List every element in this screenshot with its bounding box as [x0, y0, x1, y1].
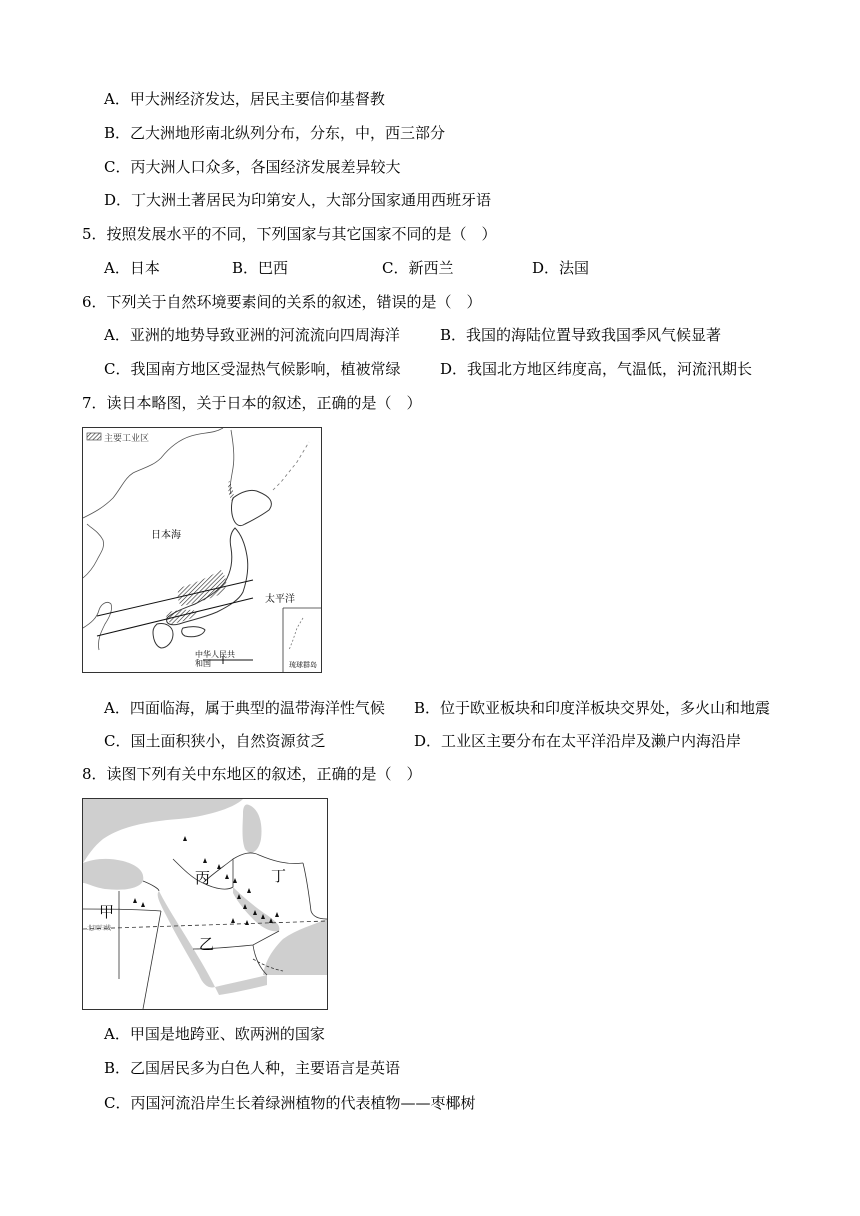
- legend-label: 主要工业区: [104, 434, 150, 444]
- middle-east-map: [82, 798, 328, 1010]
- q5-option-b: B．巴西: [232, 259, 289, 277]
- q7-option-a: A．四面临海，属于典型的温带海洋性气候: [104, 699, 385, 717]
- q7-option-c: C．国土面积狭小，自然资源贫乏: [104, 732, 326, 750]
- map-label-china: 中华人民共和国: [195, 650, 235, 668]
- q4-option-a: A．甲大洲经济发达，居民主要信仰基督教: [104, 90, 385, 108]
- q8-option-a: A．甲国是地跨亚、欧两洲的国家: [104, 1025, 325, 1043]
- japan-map: [82, 427, 322, 673]
- map-label-yi: 乙: [199, 935, 215, 953]
- map-label-jia: 甲: [99, 903, 115, 921]
- q5-option-d: D．法国: [532, 259, 590, 277]
- q7-option-d: D．工业区主要分布在太平洋沿岸及濑户内海沿岸: [414, 732, 742, 750]
- map-label-inset: 琉球群岛: [289, 661, 317, 669]
- q8-option-b: B．乙国居民多为白色人种，主要语言是英语: [104, 1059, 401, 1077]
- map-label-tropic: 北回归线: [87, 925, 112, 932]
- q8-stem: 8．读图下列有关中东地区的叙述，正确的是（ ）: [82, 765, 422, 783]
- q7-stem: 7．读日本略图，关于日本的叙述，正确的是（ ）: [82, 394, 422, 412]
- q4-option-c: C．丙大洲人口众多，各国经济发展差异较大: [104, 158, 401, 176]
- q6-option-b: B．我国的海陆位置导致我国季风气候显著: [440, 326, 722, 344]
- q5-option-c: C．新西兰: [382, 259, 454, 277]
- map-label-pacific: 太平洋: [265, 594, 295, 605]
- q6-option-d: D．我国北方地区纬度高，气温低，河流汛期长: [440, 360, 753, 378]
- q5-option-a: A．日本: [104, 259, 160, 277]
- q5-stem: 5．按照发展水平的不同，下列国家与其它国家不同的是（ ）: [82, 225, 497, 243]
- q4-option-b: B．乙大洲地形南北纵列分布，分东，中，西三部分: [104, 124, 446, 142]
- q6-option-c: C．我国南方地区受湿热气候影响，植被常绿: [104, 360, 401, 378]
- q8-option-c: C．丙国河流沿岸生长着绿洲植物的代表植物——枣椰树: [104, 1094, 476, 1112]
- q6-stem: 6．下列关于自然环境要素间的关系的叙述，错误的是（ ）: [82, 293, 482, 311]
- map-label-sea-of-japan: 日本海: [151, 530, 181, 541]
- q7-option-b: B．位于欧亚板块和印度洋板块交界处，多火山和地震: [414, 699, 771, 717]
- q6-option-a: A．亚洲的地势导致亚洲的河流流向四周海洋: [104, 326, 400, 344]
- legend-hatch-icon: [87, 433, 101, 440]
- map-label-ding: 丁: [271, 867, 287, 885]
- q4-option-d: D．丁大洲土著居民为印第安人，大部分国家通用西班牙语: [104, 191, 492, 209]
- map-label-bing: 丙: [195, 869, 211, 887]
